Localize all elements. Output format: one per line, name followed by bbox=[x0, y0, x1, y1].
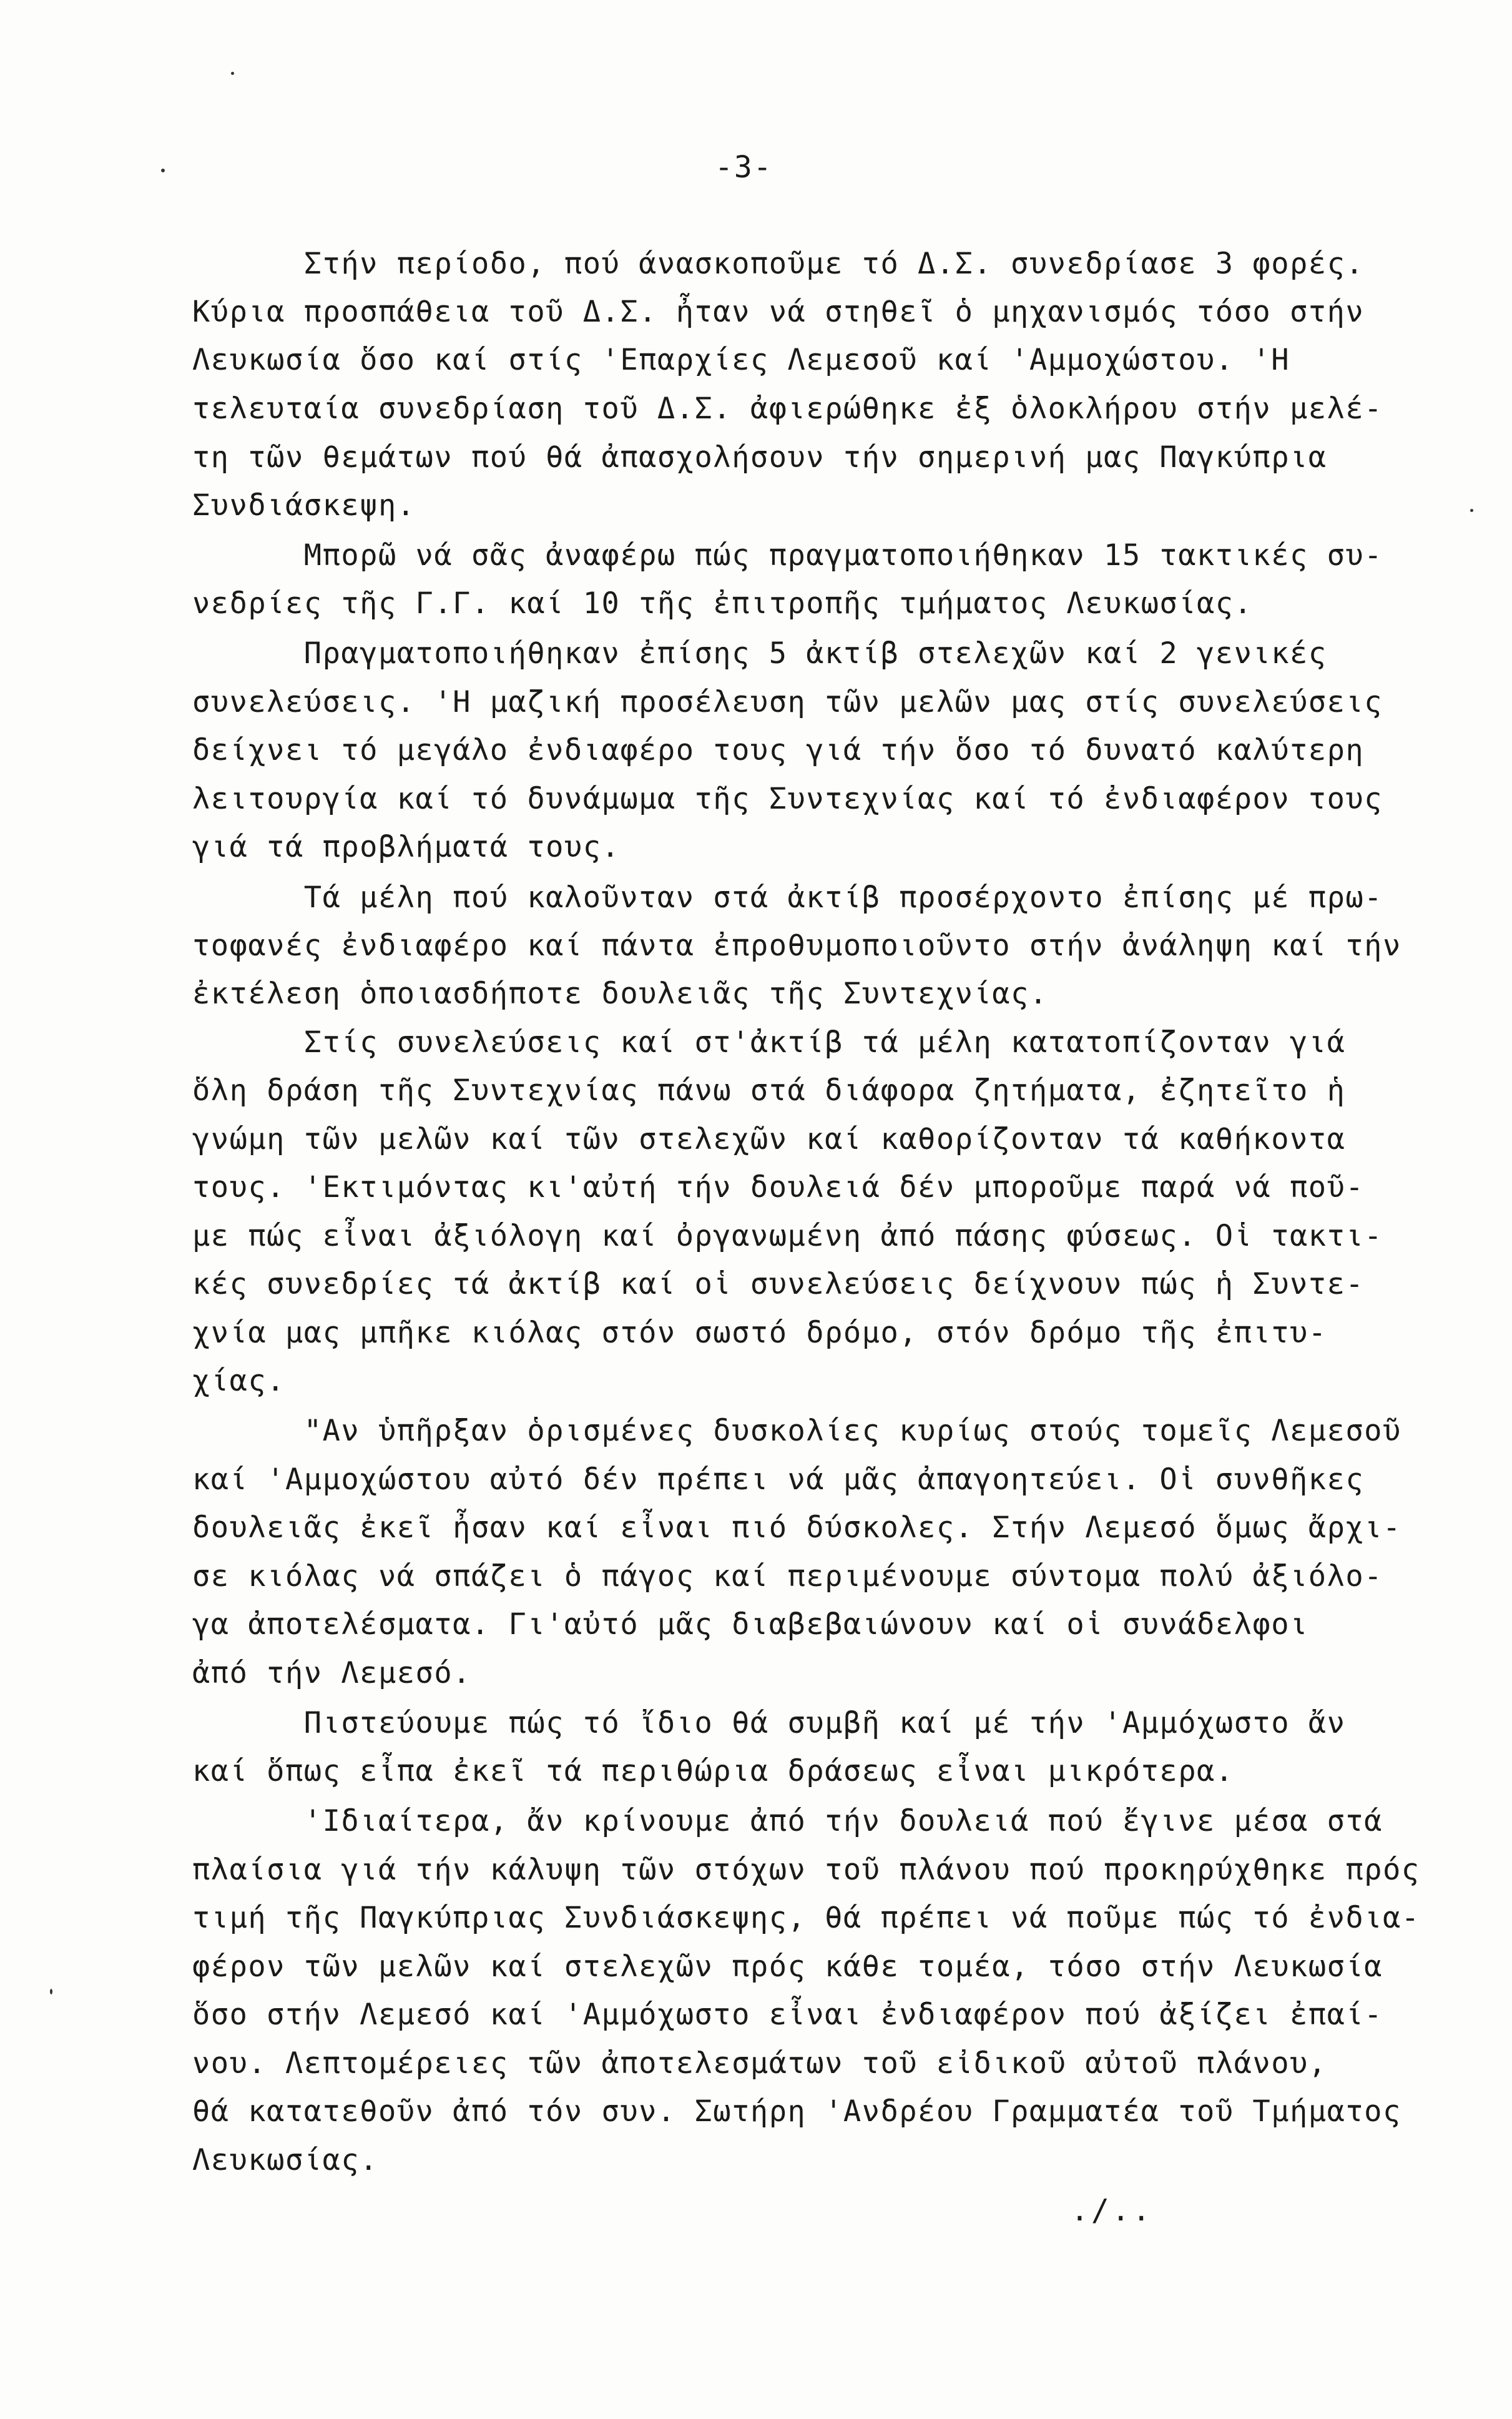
text-line: ἀπό τήν Λεμεσό. bbox=[192, 1656, 471, 1690]
text-line: Πραγματοποιήθηκαν ἐπίσης 5 ἀκτίβ στελεχῶν καί 2 γενικές bbox=[192, 636, 1327, 671]
text-line: χνία μας μπῆκε κιόλας στόν σωστό δρόμο, στόν δρόμο τῆς ἐπιτυ- bbox=[192, 1316, 1327, 1350]
text-line: 'Ιδιαίτερα, ἄν κρίνουμε ἀπό τήν δουλειά πού ἔγινε μέσα στά bbox=[192, 1804, 1383, 1838]
text-line: πλαίσια γιά τήν κάλυψη τῶν στόχων τοῦ πλάνου πού προκηρύχθηκε πρός bbox=[192, 1853, 1420, 1887]
text-line: γα ἀποτελέσματα. Γι'αὐτό μᾶς διαβεβαιώνουν καί οἱ συνάδελφοι bbox=[192, 1607, 1308, 1642]
text-line: τιμή τῆς Παγκύπριας Συνδιάσκεψης, θά πρέπει νά ποῦμε πώς τό ἐνδια- bbox=[192, 1901, 1420, 1935]
text-line: Κύρια προσπάθεια τοῦ Δ.Σ. ἦταν νά στηθεῖ ὁ μηχανισμός τόσο στήν bbox=[192, 295, 1365, 329]
text-line: τη τῶν θεμάτων πού θά ἀπασχολήσουν τήν σημερινή μας Παγκύπρια bbox=[192, 440, 1327, 475]
text-line: σε κιόλας νά σπάζει ὁ πάγος καί περιμένουμε σύντομα πολύ ἀξιόλο- bbox=[192, 1559, 1383, 1594]
text-line: γνώμη τῶν μελῶν καί τῶν στελεχῶν καί καθορίζονταν τά καθήκοντα bbox=[192, 1122, 1346, 1156]
text-line: τελευταία συνεδρίαση τοῦ Δ.Σ. ἀφιερώθηκε ἐξ ὁλοκλήρου στήν μελέ- bbox=[192, 392, 1383, 426]
text-line: νου. Λεπτομέρειες τῶν ἀποτελεσμάτων τοῦ εἰδικοῦ αὐτοῦ πλάνου, bbox=[192, 2046, 1327, 2081]
text-line: Στήν περίοδο, πού άνασκοποῦμε τό Δ.Σ. συνεδρίασε 3 φορές. bbox=[192, 247, 1365, 281]
text-line: καί ὅπως εἶπα ἐκεῖ τά περιθώρια δράσεως εἶναι μικρότερα. bbox=[192, 1754, 1234, 1788]
text-line: Συνδιάσκεψη. bbox=[192, 488, 416, 523]
scan-speck bbox=[231, 72, 234, 75]
text-line: δουλειᾶς ἐκεῖ ἦσαν καί εἶναι πιό δύσκολες. Στήν Λεμεσό ὅμως ἄρχι- bbox=[192, 1510, 1402, 1545]
text-line: Στίς συνελεύσεις καί στ'ἀκτίβ τά μέλη κατατοπίζονταν γιά bbox=[192, 1025, 1346, 1060]
continuation-mark: ./.. bbox=[1071, 2193, 1153, 2228]
text-line: φέρον τῶν μελῶν καί στελεχῶν πρός κάθε τομέα, τόσο στήν Λευκωσία bbox=[192, 1949, 1383, 1984]
page-number: -3- bbox=[715, 150, 773, 185]
text-line: καί 'Αμμοχώστου αὐτό δέν πρέπει νά μᾶς ἀπαγοητεύει. Οἱ συνθῆκες bbox=[192, 1462, 1365, 1497]
text-line: χίας. bbox=[192, 1364, 285, 1398]
text-line: λειτουργία καί τό δυνάμωμα τῆς Συντεχνίας καί τό ἐνδιαφέρον τους bbox=[192, 782, 1383, 816]
text-line: συνελεύσεις. 'Η μαζική προσέλευση τῶν μελῶν μας στίς συνελεύσεις bbox=[192, 685, 1383, 719]
scan-speck bbox=[1470, 509, 1473, 512]
text-line: γιά τά προβλήματά τους. bbox=[192, 830, 621, 864]
text-line: νεδρίες τῆς Γ.Γ. καί 10 τῆς ἐπιτροπῆς τμήματος Λευκωσίας. bbox=[192, 586, 1253, 621]
text-line: τοφανές ἐνδιαφέρο καί πάντα ἐπροθυμοποιοῦντο στήν ἀνάληψη καί τήν bbox=[192, 929, 1402, 963]
text-line: ὅλη δράση τῆς Συντεχνίας πάνω στά διάφορα ζητήματα, ἐζητεῖτο ἡ bbox=[192, 1073, 1346, 1108]
text-line: δείχνει τό μεγάλο ἐνδιαφέρο τους γιά τήν ὅσο τό δυνατό καλύτερη bbox=[192, 733, 1365, 767]
scan-speck bbox=[50, 1989, 52, 1994]
text-line: Τά μέλη πού καλοῦνταν στά ἀκτίβ προσέρχοντο ἐπίσης μέ πρω- bbox=[192, 880, 1383, 915]
scan-speck bbox=[161, 169, 165, 172]
text-line: Λευκωσίας. bbox=[192, 2143, 378, 2177]
text-line: Πιστεύουμε πώς τό ἴδιο θά συμβῆ καί μέ τήν 'Αμμόχωστο ἄν bbox=[192, 1706, 1346, 1740]
text-line: Μπορῶ νά σᾶς ἀναφέρω πώς πραγματοποιήθηκαν 15 τακτικές συ- bbox=[192, 538, 1383, 573]
text-line: θά κατατεθοῦν ἀπό τόν συν. Σωτήρη 'Ανδρέου Γραμματέα τοῦ Τμήματος bbox=[192, 2094, 1402, 2129]
text-line: με πώς εἶναι ἀξιόλογη καί ὀργανωμένη ἀπό πάσης φύσεως. Οἱ τακτι- bbox=[192, 1219, 1383, 1253]
text-line: ὅσο στήν Λεμεσό καί 'Αμμόχωστο εἶναι ἐνδιαφέρον πού ἀξίζει ἐπαί- bbox=[192, 1998, 1383, 2032]
text-line: κές συνεδρίες τά ἀκτίβ καί οἱ συνελεύσεις δείχνουν πώς ἡ Συντε- bbox=[192, 1267, 1365, 1301]
text-line: Λευκωσία ὅσο καί στίς 'Επαρχίες Λεμεσοῦ καί 'Αμμοχώστου. 'Η bbox=[192, 343, 1290, 377]
text-line: "Αν ὑπῆρξαν ὁρισμένες δυσκολίες κυρίως στούς τομεῖς Λεμεσοῦ bbox=[192, 1414, 1402, 1448]
text-line: ἐκτέλεση ὁποιασδήποτε δουλειᾶς τῆς Συντεχνίας. bbox=[192, 977, 1048, 1011]
text-line: τους. 'Εκτιμόντας κι'αὐτή τήν δουλειά δέν μποροῦμε παρά νά ποῦ- bbox=[192, 1170, 1365, 1205]
